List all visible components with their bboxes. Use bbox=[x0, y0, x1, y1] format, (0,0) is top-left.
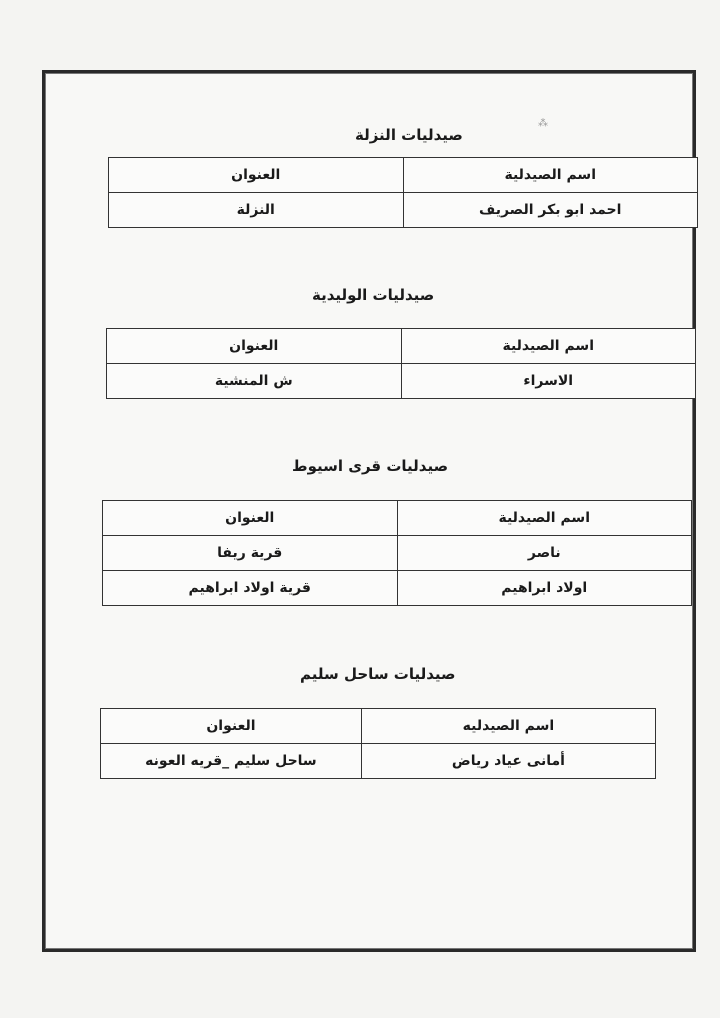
pharmacy-table-sahel-selim bbox=[100, 708, 656, 779]
pharmacy-address-cell: قرية ريفا bbox=[103, 536, 398, 571]
pharmacy-name-cell: أمانى عياد رياض bbox=[361, 744, 655, 779]
section-title-walidiya: صيدليات الوليدية bbox=[312, 286, 435, 304]
table-header-row bbox=[109, 158, 698, 193]
section-title-nazla: صيدليات النزلة bbox=[355, 126, 463, 144]
table-row bbox=[101, 744, 656, 779]
pharmacy-table-assiut-villages bbox=[102, 500, 692, 606]
pharmacy-name-cell: ناصر bbox=[397, 536, 692, 571]
scan-speck: ⁂ bbox=[538, 118, 548, 129]
table-header-row bbox=[107, 329, 696, 364]
header-pharmacy-name: اسم الصيدليه bbox=[361, 709, 655, 744]
table-row bbox=[109, 193, 698, 228]
pharmacy-address-cell: ش المنشية bbox=[107, 364, 402, 399]
header-pharmacy-name: اسم الصيدلية bbox=[397, 501, 692, 536]
table-header-row bbox=[103, 501, 692, 536]
pharmacy-address-cell: قرية اولاد ابراهيم bbox=[103, 571, 398, 606]
pharmacy-table-walidiya bbox=[106, 328, 696, 399]
header-pharmacy-name: اسم الصيدلية bbox=[401, 329, 696, 364]
pharmacy-table-nazla bbox=[108, 157, 698, 228]
header-address: العنوان bbox=[101, 709, 362, 744]
section-title-assiut-villages: صيدليات قرى اسيوط bbox=[292, 457, 449, 475]
table-header-row bbox=[101, 709, 656, 744]
section-title-sahel-selim: صيدليات ساحل سليم bbox=[300, 665, 456, 683]
pharmacy-address-cell: ساحل سليم _قريه العونه bbox=[101, 744, 362, 779]
table-row bbox=[107, 364, 696, 399]
pharmacy-address-cell: النزلة bbox=[109, 193, 404, 228]
pharmacy-name-cell: اولاد ابراهيم bbox=[397, 571, 692, 606]
pharmacy-name-cell: احمد ابو بكر الصريف bbox=[403, 193, 698, 228]
table-row bbox=[103, 571, 692, 606]
header-pharmacy-name: اسم الصيدلية bbox=[403, 158, 698, 193]
pharmacy-name-cell: الاسراء bbox=[401, 364, 696, 399]
header-address: العنوان bbox=[109, 158, 404, 193]
header-address: العنوان bbox=[107, 329, 402, 364]
header-address: العنوان bbox=[103, 501, 398, 536]
table-row bbox=[103, 536, 692, 571]
